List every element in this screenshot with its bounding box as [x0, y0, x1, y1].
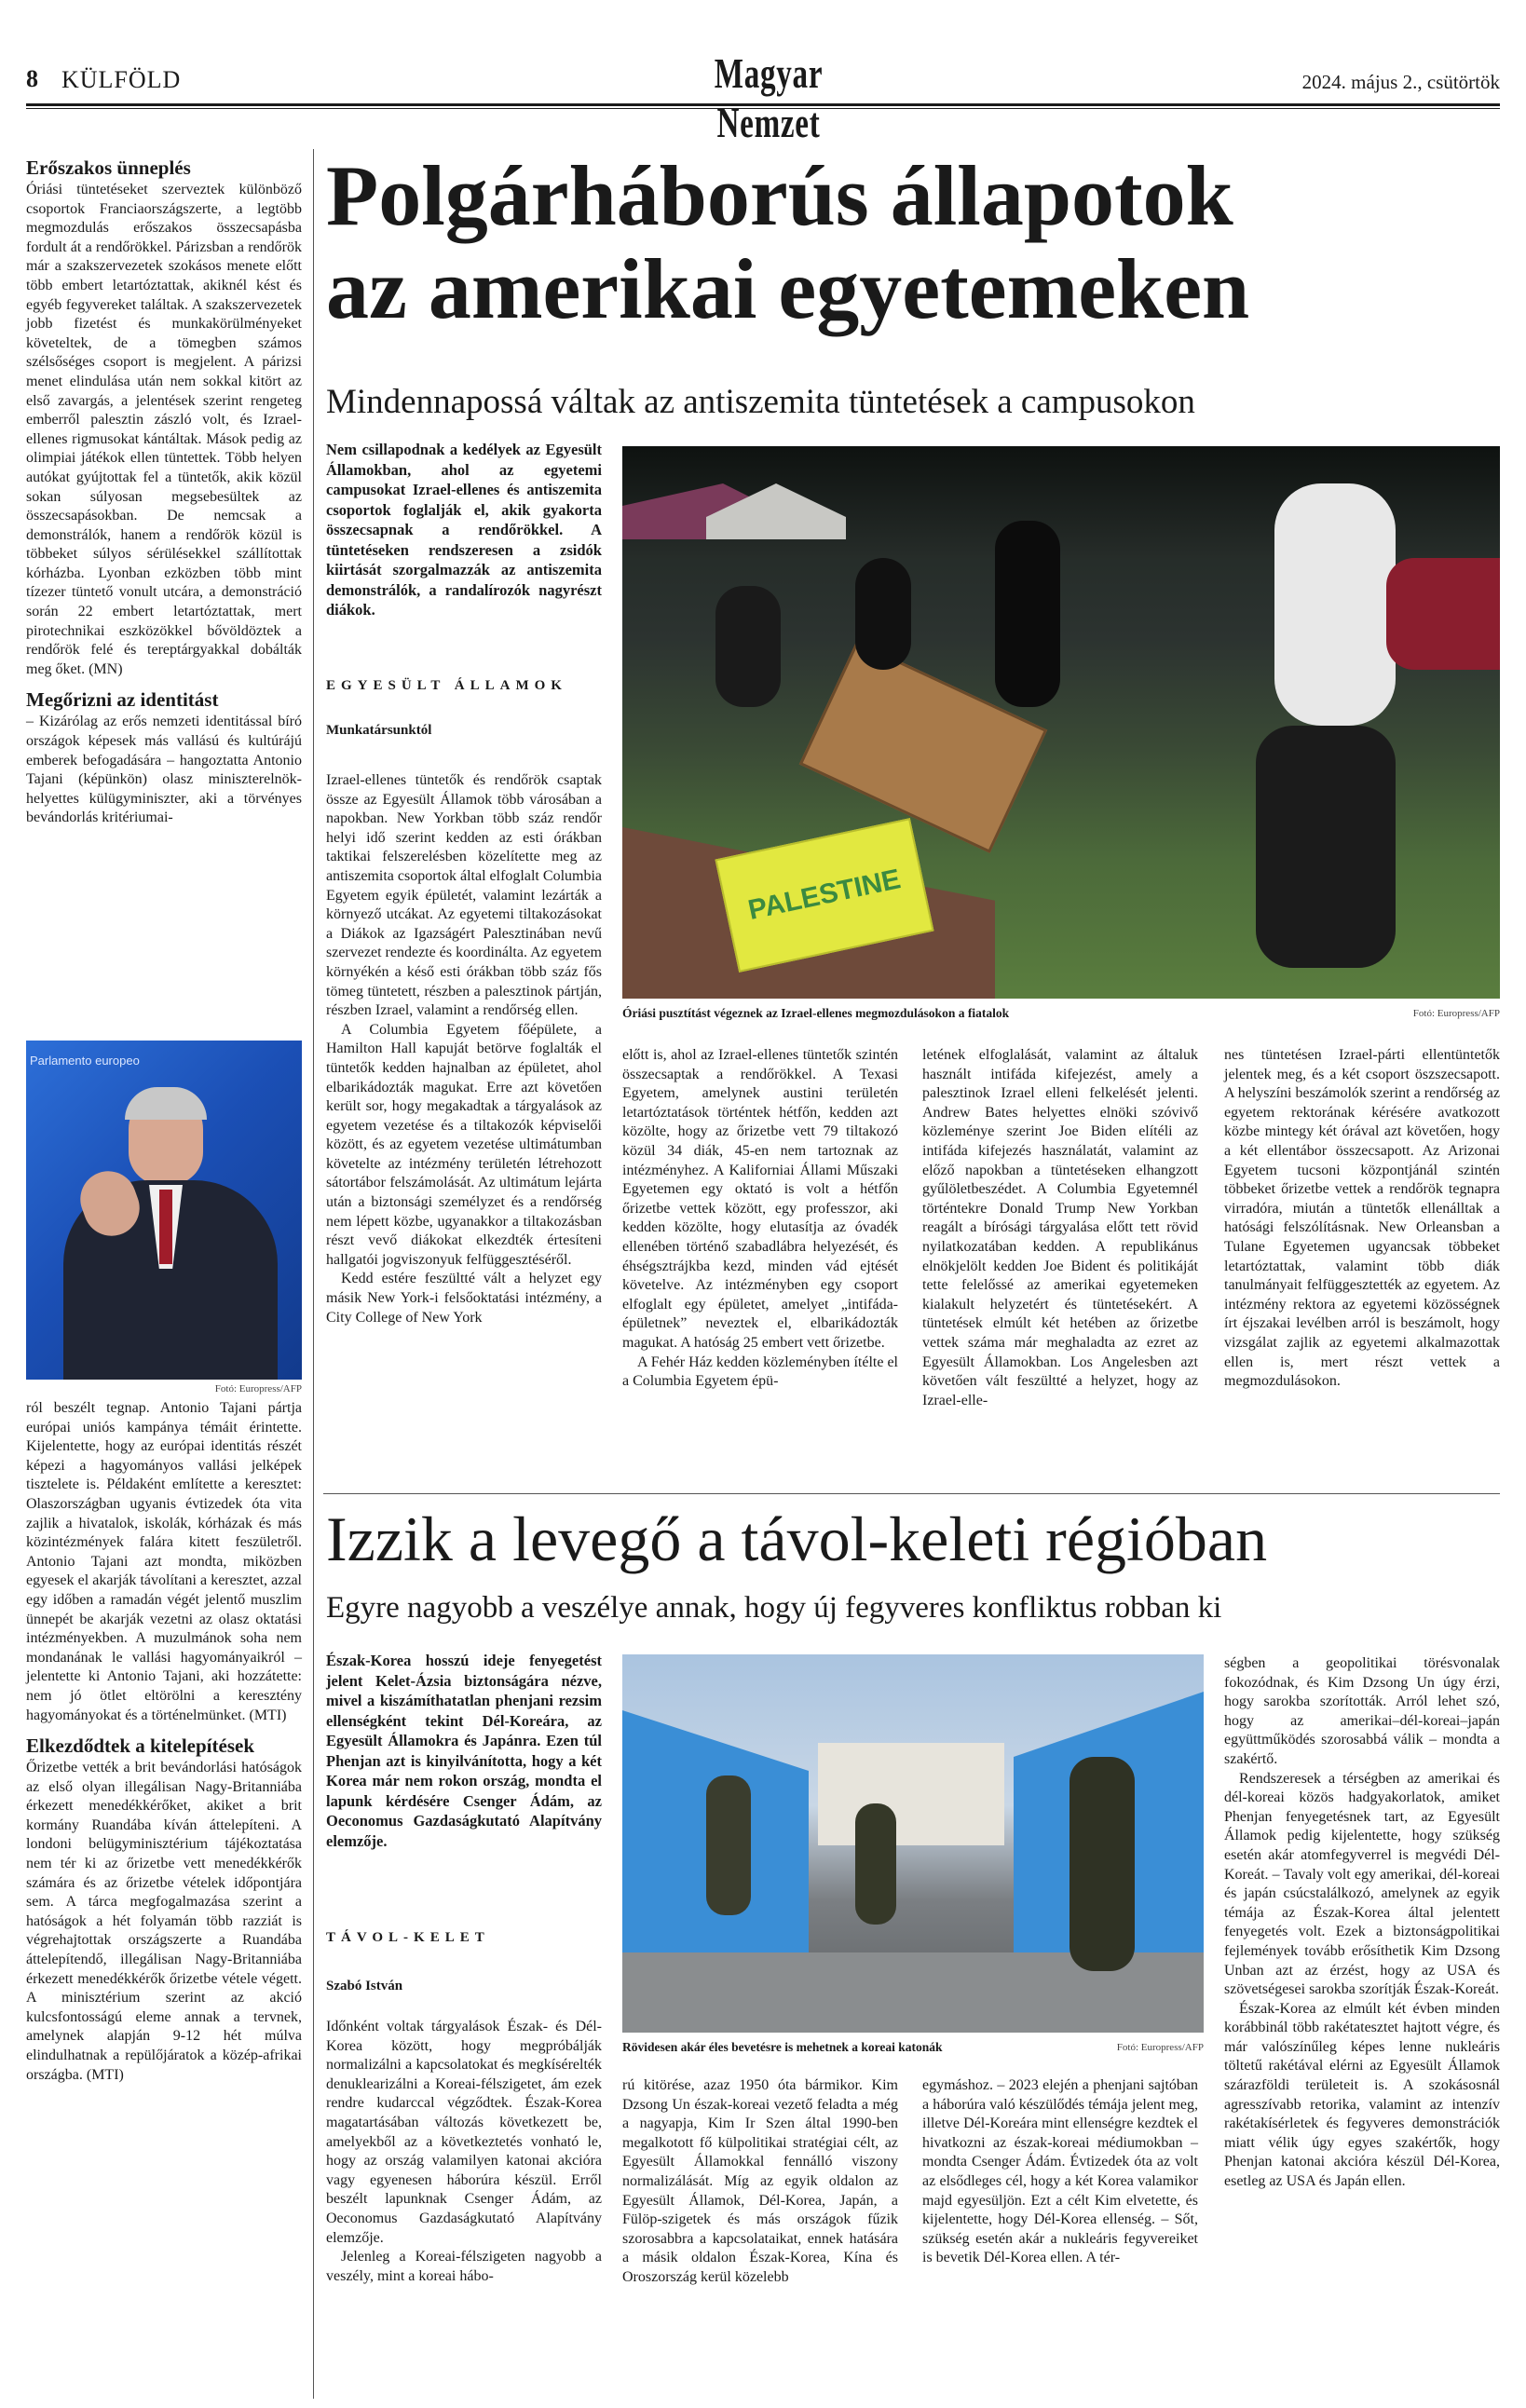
column-divider: [313, 149, 314, 2399]
sidebar-heading-1: Erőszakos ünneplés: [26, 156, 191, 179]
article2-photo-caption: Rövidesen akár éles bevetésre is mehetnek a koreai katonák: [622, 2040, 943, 2054]
article2-kicker: TÁVOL-KELET: [326, 1930, 490, 1945]
sidebar-paragraph-3: Őrizetbe vették a brit bevándorlási hatóságok az első olyan illegálisan Nagy-Britanniába érkezett menedékkérőket, akiket a brit kormány Ruandába kíván áttelepíteni. A londoni belügyminisztérium tájékoztatása nem tér ki az őrizetbe vett menedékkérők számára és az őrizetbe vételek időpontjára sem. A tárca megfogalmazása szerint a hatóságok a hét folyamán több razziát is végrehajtottak országszerte a Ruandába áttelepítendő, illegálisan Nagy-Britanniába érkezett menedékkérők őrizetbe vétele végett. A minisztérium szerint az akció kulcsfontosságú eleme annak a tervnek, amelynek alapján 9-12 hét múlva elindulhatnak a repülőjáratok a közép-afrikai országba. (MTI): [26, 1760, 302, 2083]
article2-col4-p3: Észak-Korea az elmúlt két évben minden korábbinál több rakétatesztet hajtott végre, és már valószínűleg képes lenne nukleáris töltetű rakétával elérni az Egyesült Államok szárazföldi területeit is. A szokásosnál agresszívabb retorika, valamint az intenzív rakétakísérletek és fegyveres demonstrációk miatt vélik úgy egyes szakértők, hogy Phenjan katonai akcióra készül Dél-Korea, esetleg az USA és Japán ellen.: [1224, 2000, 1500, 2190]
article1-col2-p1: előtt is, ahol az Izrael-ellenes tüntetők szintén összecsaptak a rendőrökkel. A Texasi Egyetem, amelynek austini területén letartóztatások történtek hétfőn, kedden azt közölte, hogy az őrizetbe vett 79 tiltakozó közül 34 diák, 45-en nem tartoznak az intézményhez. A Kaliforniai Állami Műszaki Egyetemen egy oktató is volt a hétfőn őrizetbe vettek között, egy professzor, aki kedden közölte, hogy elutasítja az óvadék ellenében történő szabadlábra helyezését, és éhségsztrájkba kezd, minden vád ejtését követelve. Az intézményben egy csoport elfoglalt egy épületet, amelyet „intifáda-épületnek” neveztek el, elbarikádozták magukat. A hatóság 25 embert vett őrizetbe.: [622, 1047, 898, 1351]
sidebar-paragraph-2a: – Kizárólag az erős nemzeti identitással bíró országok képesek más vallású és kultúrájú emberek befogadására – hangoztatta Antonio Tajani (képünkön) olasz miniszterelnök-helyettes külügyminiszter, aki a törvényes bevándorlás kritériumai-: [26, 714, 302, 826]
article2-col3-p1: egymáshoz. – 2023 elején a phenjani sajtóban a háborúra való készülődés témája jelent meg, illetve Dél-Koreára mint ellenségre kezdtek el hivatkozni az észak-koreai médiumokban – mondta Csenger Ádám. Évtizedek óta az volt az elsődleges cél, hogy a két Korea valamikor majd egyesüljön. Ezt a célt Kim elvetette, és kijelentette, hogy Dél-Korea ellenség. – Sőt, szükség esetén akár a nukleáris fegyvereiket is bevetik Dél-Korea ellen. A tér-: [922, 2077, 1198, 2266]
article1-byline: Munkatársunktól: [326, 723, 432, 738]
sidebar-paragraph-2b: ról beszélt tegnap. Antonio Tajani pártja európai uniós kampánya témáit érintette. Kijelentette, hogy az európai identitás részét képezi a hagyományos vallási jelképek tisztelete is. Példaként említette a keresztet: Olaszországban ugyanis évtizedek óta vita zajlik a hivatalok, iskolák, kórházak és más közintézmények falára kitett feszületről. Antonio Tajani azt mondta, miközben egyesek el akarják távolítani a keresztet, azzal egy időben a ramadán végét jelentő muszlim ünnepét be akarják vezetni az olasz oktatási intézményekben. A muzulmánok soha nem mondanának le vallási hagyományaikról – jelentette ki Antonio Tajani, aki hozzátette: nem jó ötlet eltörölni a keresztény hagyományokat és a történelmünket. (MTI): [26, 1400, 302, 1723]
tajani-photo-credit: Fotó: Europress/AFP: [214, 1383, 302, 1394]
article2-col1-p1: Időnként voltak tárgyalások Észak- és Dél-Korea között, hogy megpróbálják normalizálni a kapcsolatokat és megkísérelték denuklearizálni a Koreai-félszigetet, ám ezek rendre kudarccal végződtek. Észak-Korea magatartásában változás következett be, amelyekből az a következtetés vonható le, hogy az ország valamilyen katonai akcióra vagy egyenesen háborúra készül. Erről beszélt lapunknak Csenger Ádám, az Oeconomus Gazdaságkutató Alapítvány elemzője.: [326, 2019, 602, 2246]
header-rule: [26, 103, 1500, 106]
sidebar-heading-3: Elkezdődtek a kitelepítések: [26, 1735, 254, 1758]
article1-col1-p2: A Columbia Egyetem főépülete, a Hamilton Hall kapuját betörve foglalták el tüntetők kedden hajnalban az épületet, ahol elbarikádozták magukat. Erre azt követően került sor, hogy megakadtak a tárgyalások az egyetem vezetése és a tiltakozók képviselői között, és az egyetem vezetése ultimátumban követelte az intézmény területén létrehozott sátortábor felszámolását. Az ultimátum lejárta után a biztonsági személyzet és a rendőrség nem lépett közbe, ugyanakkor a tiltakozásban részt vevő diákokat elkezdték értesíteni hallgatói jogviszonyuk felfüggesztéséről.: [326, 1021, 602, 1268]
article1-column-1: [326, 771, 602, 1327]
article1-column-4: [1224, 1046, 1500, 1392]
article1-kicker: EGYESÜLT ÁLLAMOK: [326, 678, 567, 693]
article1-col4-p1: nes tüntetésen Izrael-párti ellentüntetők jelentek meg, és a két csoport öszszecsapott. A helyszíni beszámolók szerint a rendőrség az egyetem rektorának kérésére avatkozott közbe mintegy két órával azt követően, hogy a két ellentábor összecsapott. Az Arizonai Egyetem tucsoni központjánál szintén többeket őrizetbe vettek a rendőrök tegnapra virradóra, miután a tüntetők ellenálltak a hatósági felszólításnak. New Orleansban a Tulane Egyetemen ugyancsak többeket letartóztattak, valamint több diák tanulmányait felfüggesztették az egyetem. Az intézmény rektora az egyetemi közösségnek írt éjszakai levélben arról is beszámolt, hogy vizsgálat zajlik az egyetemi alkalmazottak ellen is, mert részt vettek a megmozdulásokon.: [1224, 1047, 1500, 1390]
article1-headline-line1: Polgárháborús állapotok: [326, 148, 1233, 243]
article2-subhead: Egyre nagyobb a veszélye annak, hogy új fegyveres konfliktus robban ki: [326, 1591, 1222, 1625]
article1-column-2: [622, 1046, 898, 1392]
article2-headline: Izzik a levegő a távol-keleti régióban: [326, 1503, 1268, 1574]
article2-col1-p2: Jelenleg a Koreai-félszigeten nagyobb a veszély, mint a koreai hábo-: [326, 2249, 602, 2284]
article1-lead-text: Nem csillapodnak a kedélyek az Egyesült Államokban, ahol az egyetemi campusokat Izrael-ellenes és antiszemita csoportok foglalják el, akik gyakorta összecsapnak a rendőrökkel. A tüntetéseken rendszeresen a zsidók kiirtását szorgalmazzák az antiszemita demonstrálók, a randalírozók nagyrészt diákok.: [326, 441, 602, 619]
sidebar-heading-2: Megőrizni az identitást: [26, 688, 219, 712]
article2-byline: Szabó István: [326, 1979, 403, 1993]
article1-subhead: Mindennapossá váltak az antiszemita tüntetések a campusokon: [326, 383, 1195, 421]
article1-photo-credit: Fotó: Europress/AFP: [1412, 1008, 1500, 1019]
article2-col2-p1: rú kitörése, azaz 1950 óta bármikor. Kim Dzsong Un észak-koreai vezető feladta a még a nagyapja, Kim Ir Szen által 1990-ben megalkotott fő külpolitikai stratégiai célt, az Egyesült Államokkal fennálló viszony normalizálását. Míg az egyik oldalon az Egyesült Államok, Dél-Korea, Japán, a Fülöp-szigetek és más országok fűzik szorosabbra a kapcsolataikat, ennek hatására a másik oldalon Észak-Korea, Kína és Oroszország kerül közelebb: [622, 2077, 898, 2285]
issue-date: 2024. május 2., csütörtök: [1301, 71, 1500, 93]
article1-lead: [326, 440, 602, 620]
tajani-photo: [26, 1041, 302, 1380]
article2-col4-p1: ségben a geopolitikai törésvonalak fokozódnak, és Kim Dzsong Un úgy érzi, hogy sarokba szorították. Arról lehet szó, hogy az amerikai–dél-koreai–japán együttműködés szorosabbá válik – mondta a szakértő.: [1224, 1655, 1500, 1767]
sidebar-paragraph-1: Óriási tüntetéseket szerveztek különböző csoportok Franciaországszerte, a legtöbb megmozdulás erőszakos összecsapásba fordult át a rendőrökkel. Párizsban a rendőrök már a szakszervezetek szokásos menete előtt több embert letartóztattak, akiknél kést és egyéb fegyvereket találtak. A szakszervezetek jobb fizetést és munkakörülményeket követeltek, de a tömegben számos szélsőséges csoport is megjelent. A párizsi menet elindulása után nem sokkal kitört az első zavargás, a jelentések szerint rengeteg emberről palesztin zászló volt, és Izrael-ellenes rigmusokat kántáltak. Mások pedig az olimpiai játékok ellen tüntettek. Több helyen autókat gyújtottak fel a tüntetők, akik közül sokan súlyosan megsebesültek az összecsapásokban. De nemcsak a demonstrálók, hanem a rendőrök közül is többeket súlyos sérülésekkel szállítottak kórházba. Lyonban ezközben több mint tízezer tüntető vonult utcára, a demonstráció során 22 embert letartóztattak, mert pirotechnikai eszközökkel bővöldöztek a rendőrök felé és tereptárgyakkal dobálták meg őket. (MN): [26, 182, 302, 677]
article1-col3-p1: letének elfoglalását, valamint az általuk használt intifáda kifejezést, amely a palesztinok Izrael elleni felkelését jelenti. Andrew Bates helyettes elnöki szóvivő közleménye szerint Joe Biden elítéli az intifáda kifejezés használatát, valamint az előző napokban a tüntetéseken elhangzott gyűlöletbeszédet. A Columbia Egyetemnél történtekre Donald Trump New Yorkban reagált a bírósági tárgyalása előtt tett rövid nyilatkozatában kedden. A republikánus elnökjelölt kedden Joe Bident és politikáját tette felelőssé az amerikai egyetemeken kialakult helyzetért és tüntetésekért. A tüntetések elmúlt két hetében az őrizetbe vettek száma már meghaladta az ezret az Egyesült Államokban. Los Angelesben azt követően vált feszültté a helyzet, hogy az Izrael-elle-: [922, 1047, 1198, 1408]
section-label: KÜLFÖLD: [61, 66, 182, 93]
article-divider: [323, 1493, 1500, 1494]
masthead: Magyar Nemzet: [714, 49, 824, 146]
article2-column-4: [1224, 1654, 1500, 2192]
page-number: 8: [26, 65, 38, 92]
photo-backdrop-text: Parlamento europeo: [30, 1054, 140, 1068]
article2-column-3: [922, 2076, 1198, 2268]
article2-column-1: [326, 2018, 602, 2286]
article1-col1-p1: Izrael-ellenes tüntetők és rendőrök csaptak össze az Egyesült Államok több városában a napokban. New Yorkban több száz rendőr helyi idő szerint kedden az esti órákban taktikai felszerelésben közelítette meg az antiszemita csoportok által elfoglalt Columbia Egyetem egyik épületét, valamint lezárták a környező utcákat. Az egyetemi tiltakozásokat a Diákok az Igazságért Palesztinában nevű szervezet rendezte és koordinálta. Az egyetem környékén a késő esti órákban több száz fős tömeg tüntetett, részben a palesztinok pártján, részben Izrael, valamint a rendőrség ellen.: [326, 772, 602, 1019]
article2-photo-credit: Fotó: Europress/AFP: [1116, 2042, 1204, 2053]
article1-photo-caption: Óriási pusztítást végeznek az Izrael-ellenes megmozdulásokon a fiatalok: [622, 1006, 1010, 1020]
article1-photo: [622, 446, 1500, 999]
article1-col2-p2: A Fehér Ház kedden közleményben ítélte el a Columbia Egyetem épü-: [622, 1354, 898, 1390]
article1-column-3: [922, 1046, 1198, 1410]
sidebar-top: [26, 156, 302, 828]
article1-headline: [326, 149, 1500, 335]
palestine-sign-text: PALESTINE: [745, 864, 904, 926]
article1-col1-p3: Kedd estére feszültté vált a helyzet egy másik New York-i felsőoktatási intézmény, a City College of New York: [326, 1271, 602, 1326]
article1-headline-line2: az amerikai egyetemeken: [326, 241, 1250, 336]
article2-lead-text: Észak-Korea hosszú ideje fenyegetést jelent Kelet-Ázsia biztonságára nézve, mivel a kiszámíthatatlan phenjani rezsim ellenségként tekint Dél-Koreára, az Egyesült Államokra és Japánra. Ezen túl Phenjan azt is kinyilvánította, hogy a két Korea már nem rokon ország, mondta el lapunk kérdésére Csenger Ádám, az Oeconomus Gazdaságkutató Alapítvány elemzője.: [326, 1652, 602, 1850]
header-rule-thin: [26, 108, 1500, 109]
article2-photo: [622, 1654, 1204, 2033]
article2-column-2: [622, 2076, 898, 2288]
article2-col4-p2: Rendszeresek a térségben az amerikai és dél-koreai közös hadgyakorlatok, amiket Phenjan fenyegetésnek tart, az Egyesült Államok pedig kijelentette, hogy szükség esetén akár atomfegyverrel is megvédi Dél-Koreát. – Tavaly volt egy amerikai, dél-koreai és japán csúcstalálkozó, amelynek az egyik témája az Észak-Korea által jelentett fenyegetés volt. Ezek a biztonságpolitikai fejlemények tovább erősíthetik Kim Dzsong Unban azt az érzést, hogy az USA és szövetségesei sarokba szorítják Észak-Koreát.: [1224, 1770, 1500, 1998]
sidebar-bottom: [26, 1399, 302, 2085]
article2-lead: [326, 1651, 602, 1851]
